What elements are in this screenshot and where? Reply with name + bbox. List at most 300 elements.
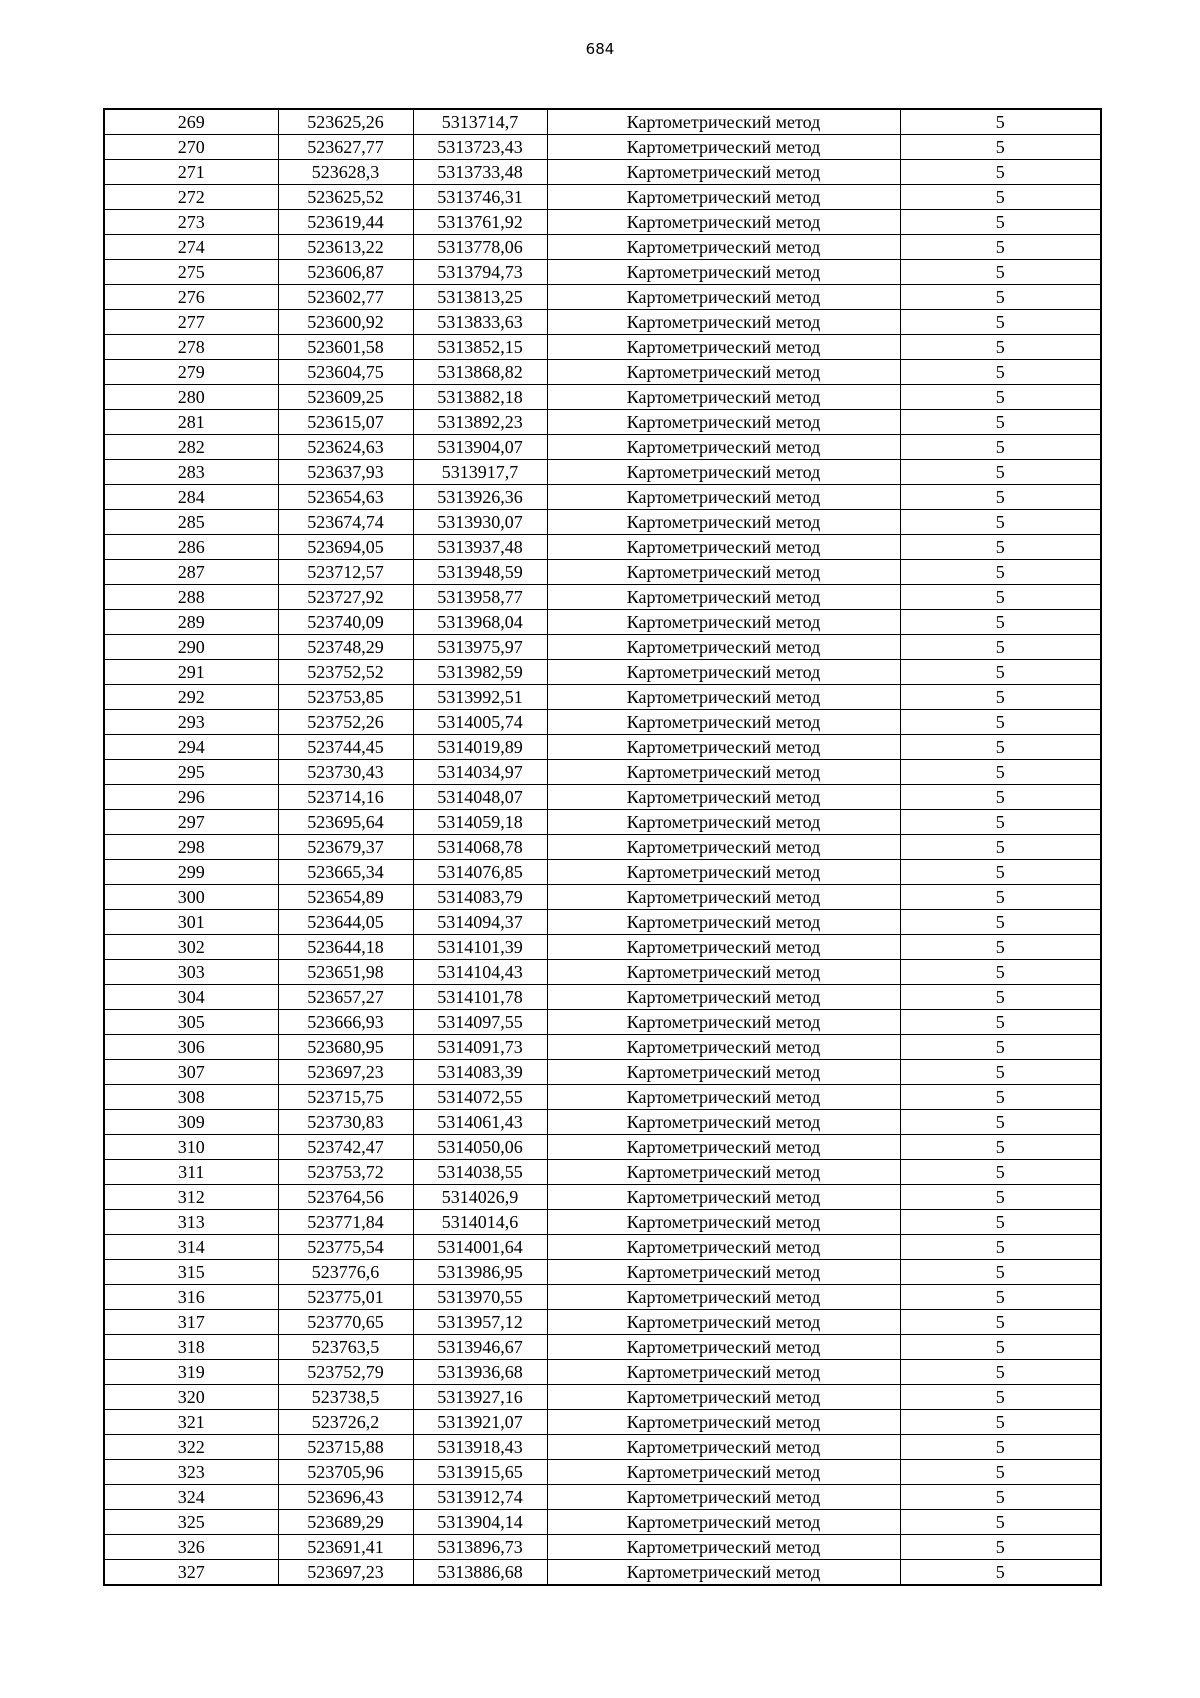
method-cell: Картометрический метод [547,985,900,1010]
method-cell: Картометрический метод [547,1410,900,1435]
accuracy-cell: 5 [900,1560,1101,1586]
table-row [104,1360,1101,1385]
y-coordinate-cell: 5313761,92 [413,210,547,235]
point-number-cell: 269 [104,109,278,135]
x-coordinate-cell: 523679,37 [278,835,413,860]
y-coordinate-cell: 5313958,77 [413,585,547,610]
x-coordinate-cell: 523763,5 [278,1335,413,1360]
x-coordinate-cell: 523674,74 [278,510,413,535]
table-row [104,410,1101,435]
y-coordinate-cell: 5313936,68 [413,1360,547,1385]
table-row [104,685,1101,710]
y-coordinate-cell: 5313904,07 [413,435,547,460]
table-row [104,335,1101,360]
y-coordinate-cell: 5313992,51 [413,685,547,710]
y-coordinate-cell: 5314005,74 [413,710,547,735]
method-cell: Картометрический метод [547,435,900,460]
accuracy-cell: 5 [900,610,1101,635]
method-cell: Картометрический метод [547,1010,900,1035]
method-cell: Картометрический метод [547,1260,900,1285]
table-row [104,1435,1101,1460]
point-number-cell: 301 [104,910,278,935]
accuracy-cell: 5 [900,1260,1101,1285]
x-coordinate-cell: 523689,29 [278,1510,413,1535]
table-row [104,760,1101,785]
point-number-cell: 320 [104,1385,278,1410]
point-number-cell: 310 [104,1135,278,1160]
y-coordinate-cell: 5313957,12 [413,1310,547,1335]
accuracy-cell: 5 [900,1285,1101,1310]
method-cell: Картометрический метод [547,335,900,360]
y-coordinate-cell: 5313968,04 [413,610,547,635]
y-coordinate-cell: 5314076,85 [413,860,547,885]
x-coordinate-cell: 523770,65 [278,1310,413,1335]
point-number-cell: 288 [104,585,278,610]
method-cell: Картометрический метод [547,635,900,660]
method-cell: Картометрический метод [547,785,900,810]
y-coordinate-cell: 5313918,43 [413,1435,547,1460]
point-number-cell: 294 [104,735,278,760]
table-row [104,135,1101,160]
x-coordinate-cell: 523696,43 [278,1485,413,1510]
point-number-cell: 275 [104,260,278,285]
table-row [104,285,1101,310]
y-coordinate-cell: 5313912,74 [413,1485,547,1510]
accuracy-cell: 5 [900,260,1101,285]
x-coordinate-cell: 523613,22 [278,235,413,260]
accuracy-cell: 5 [900,235,1101,260]
accuracy-cell: 5 [900,1360,1101,1385]
x-coordinate-cell: 523654,89 [278,885,413,910]
y-coordinate-cell: 5314048,07 [413,785,547,810]
accuracy-cell: 5 [900,510,1101,535]
accuracy-cell: 5 [900,835,1101,860]
method-cell: Картометрический метод [547,1510,900,1535]
x-coordinate-cell: 523619,44 [278,210,413,235]
x-coordinate-cell: 523600,92 [278,310,413,335]
point-number-cell: 277 [104,310,278,335]
point-number-cell: 273 [104,210,278,235]
method-cell: Картометрический метод [547,1385,900,1410]
accuracy-cell: 5 [900,335,1101,360]
y-coordinate-cell: 5314014,6 [413,1210,547,1235]
table-row [104,610,1101,635]
y-coordinate-cell: 5314101,78 [413,985,547,1010]
table-row [104,885,1101,910]
accuracy-cell: 5 [900,210,1101,235]
table-row [104,1210,1101,1235]
accuracy-cell: 5 [900,1010,1101,1035]
table-row [104,460,1101,485]
table-row [104,910,1101,935]
point-number-cell: 281 [104,410,278,435]
point-number-cell: 308 [104,1085,278,1110]
table-row [104,710,1101,735]
method-cell: Картометрический метод [547,885,900,910]
y-coordinate-cell: 5314104,43 [413,960,547,985]
method-cell: Картометрический метод [547,1210,900,1235]
point-number-cell: 319 [104,1360,278,1385]
method-cell: Картометрический метод [547,685,900,710]
table-row [104,385,1101,410]
table-row [104,1160,1101,1185]
point-number-cell: 314 [104,1235,278,1260]
y-coordinate-cell: 5314050,06 [413,1135,547,1160]
accuracy-cell: 5 [900,1060,1101,1085]
y-coordinate-cell: 5313886,68 [413,1560,547,1586]
x-coordinate-cell: 523753,72 [278,1160,413,1185]
coordinates-table [103,108,1102,1586]
x-coordinate-cell: 523625,52 [278,185,413,210]
x-coordinate-cell: 523714,16 [278,785,413,810]
point-number-cell: 321 [104,1410,278,1435]
x-coordinate-cell: 523715,88 [278,1435,413,1460]
y-coordinate-cell: 5314026,9 [413,1185,547,1210]
x-coordinate-cell: 523752,52 [278,660,413,685]
y-coordinate-cell: 5314094,37 [413,910,547,935]
point-number-cell: 279 [104,360,278,385]
method-cell: Картометрический метод [547,210,900,235]
table-row [104,635,1101,660]
method-cell: Картометрический метод [547,1435,900,1460]
y-coordinate-cell: 5313723,43 [413,135,547,160]
accuracy-cell: 5 [900,1110,1101,1135]
point-number-cell: 318 [104,1335,278,1360]
accuracy-cell: 5 [900,910,1101,935]
table-row [104,1460,1101,1485]
x-coordinate-cell: 523666,93 [278,1010,413,1035]
method-cell: Картометрический метод [547,585,900,610]
accuracy-cell: 5 [900,760,1101,785]
point-number-cell: 316 [104,1285,278,1310]
accuracy-cell: 5 [900,1385,1101,1410]
accuracy-cell: 5 [900,360,1101,385]
x-coordinate-cell: 523740,09 [278,610,413,635]
accuracy-cell: 5 [900,1160,1101,1185]
table-row [104,560,1101,585]
point-number-cell: 295 [104,760,278,785]
table-row [104,510,1101,535]
x-coordinate-cell: 523644,18 [278,935,413,960]
point-number-cell: 276 [104,285,278,310]
accuracy-cell: 5 [900,1485,1101,1510]
y-coordinate-cell: 5313746,31 [413,185,547,210]
y-coordinate-cell: 5313982,59 [413,660,547,685]
accuracy-cell: 5 [900,1410,1101,1435]
point-number-cell: 289 [104,610,278,635]
table-row [104,935,1101,960]
method-cell: Картометрический метод [547,410,900,435]
x-coordinate-cell: 523628,3 [278,160,413,185]
y-coordinate-cell: 5314019,89 [413,735,547,760]
table-row [104,1310,1101,1335]
y-coordinate-cell: 5313733,48 [413,160,547,185]
x-coordinate-cell: 523764,56 [278,1185,413,1210]
y-coordinate-cell: 5314038,55 [413,1160,547,1185]
x-coordinate-cell: 523637,93 [278,460,413,485]
point-number-cell: 293 [104,710,278,735]
accuracy-cell: 5 [900,660,1101,685]
x-coordinate-cell: 523665,34 [278,860,413,885]
point-number-cell: 271 [104,160,278,185]
table-row [104,585,1101,610]
method-cell: Картометрический метод [547,1360,900,1385]
point-number-cell: 322 [104,1435,278,1460]
method-cell: Картометрический метод [547,1185,900,1210]
accuracy-cell: 5 [900,485,1101,510]
accuracy-cell: 5 [900,1185,1101,1210]
accuracy-cell: 5 [900,310,1101,335]
y-coordinate-cell: 5313813,25 [413,285,547,310]
table-row [104,1110,1101,1135]
method-cell: Картометрический метод [547,1460,900,1485]
accuracy-cell: 5 [900,1210,1101,1235]
method-cell: Картометрический метод [547,1335,900,1360]
x-coordinate-cell: 523744,45 [278,735,413,760]
point-number-cell: 309 [104,1110,278,1135]
x-coordinate-cell: 523657,27 [278,985,413,1010]
point-number-cell: 312 [104,1185,278,1210]
table-row [104,860,1101,885]
method-cell: Картометрический метод [547,185,900,210]
method-cell: Картометрический метод [547,835,900,860]
x-coordinate-cell: 523602,77 [278,285,413,310]
page-number: 684 [585,40,615,58]
y-coordinate-cell: 5313852,15 [413,335,547,360]
x-coordinate-cell: 523738,5 [278,1385,413,1410]
point-number-cell: 325 [104,1510,278,1535]
method-cell: Картометрический метод [547,1110,900,1135]
table-row [104,1260,1101,1285]
table-row [104,360,1101,385]
table-row [104,1510,1101,1535]
y-coordinate-cell: 5313794,73 [413,260,547,285]
x-coordinate-cell: 523697,23 [278,1060,413,1085]
table-row [104,1560,1101,1586]
accuracy-cell: 5 [900,810,1101,835]
point-number-cell: 272 [104,185,278,210]
accuracy-cell: 5 [900,109,1101,135]
y-coordinate-cell: 5314001,64 [413,1235,547,1260]
method-cell: Картометрический метод [547,385,900,410]
accuracy-cell: 5 [900,635,1101,660]
point-number-cell: 323 [104,1460,278,1485]
method-cell: Картометрический метод [547,310,900,335]
method-cell: Картометрический метод [547,1035,900,1060]
x-coordinate-cell: 523691,41 [278,1535,413,1560]
x-coordinate-cell: 523742,47 [278,1135,413,1160]
x-coordinate-cell: 523753,85 [278,685,413,710]
y-coordinate-cell: 5313904,14 [413,1510,547,1535]
y-coordinate-cell: 5313896,73 [413,1535,547,1560]
point-number-cell: 303 [104,960,278,985]
x-coordinate-cell: 523695,64 [278,810,413,835]
table-row [104,1035,1101,1060]
method-cell: Картометрический метод [547,760,900,785]
table-row [104,1185,1101,1210]
accuracy-cell: 5 [900,535,1101,560]
method-cell: Картометрический метод [547,1310,900,1335]
y-coordinate-cell: 5313948,59 [413,560,547,585]
accuracy-cell: 5 [900,1460,1101,1485]
table-row [104,1485,1101,1510]
accuracy-cell: 5 [900,1535,1101,1560]
point-number-cell: 326 [104,1535,278,1560]
point-number-cell: 297 [104,810,278,835]
y-coordinate-cell: 5313714,7 [413,109,547,135]
method-cell: Картометрический метод [547,710,900,735]
y-coordinate-cell: 5313975,97 [413,635,547,660]
accuracy-cell: 5 [900,460,1101,485]
table-row [104,1085,1101,1110]
accuracy-cell: 5 [900,435,1101,460]
y-coordinate-cell: 5314061,43 [413,1110,547,1135]
x-coordinate-cell: 523680,95 [278,1035,413,1060]
x-coordinate-cell: 523748,29 [278,635,413,660]
method-cell: Картометрический метод [547,1060,900,1085]
y-coordinate-cell: 5314083,39 [413,1060,547,1085]
accuracy-cell: 5 [900,385,1101,410]
table-row [104,185,1101,210]
table-row [104,835,1101,860]
accuracy-cell: 5 [900,135,1101,160]
point-number-cell: 302 [104,935,278,960]
method-cell: Картометрический метод [547,1285,900,1310]
x-coordinate-cell: 523752,79 [278,1360,413,1385]
method-cell: Картометрический метод [547,860,900,885]
x-coordinate-cell: 523644,05 [278,910,413,935]
y-coordinate-cell: 5314059,18 [413,810,547,835]
y-coordinate-cell: 5313868,82 [413,360,547,385]
table-row [104,1535,1101,1560]
method-cell: Картометрический метод [547,260,900,285]
point-number-cell: 270 [104,135,278,160]
accuracy-cell: 5 [900,1085,1101,1110]
point-number-cell: 298 [104,835,278,860]
point-number-cell: 300 [104,885,278,910]
point-number-cell: 278 [104,335,278,360]
table-row [104,985,1101,1010]
accuracy-cell: 5 [900,185,1101,210]
method-cell: Картометрический метод [547,1485,900,1510]
x-coordinate-cell: 523726,2 [278,1410,413,1435]
table-row [104,1060,1101,1085]
x-coordinate-cell: 523604,75 [278,360,413,385]
point-number-cell: 317 [104,1310,278,1335]
point-number-cell: 286 [104,535,278,560]
point-number-cell: 324 [104,1485,278,1510]
accuracy-cell: 5 [900,410,1101,435]
accuracy-cell: 5 [900,1435,1101,1460]
table-row [104,1235,1101,1260]
method-cell: Картометрический метод [547,910,900,935]
method-cell: Картометрический метод [547,1535,900,1560]
x-coordinate-cell: 523654,63 [278,485,413,510]
y-coordinate-cell: 5313833,63 [413,310,547,335]
point-number-cell: 285 [104,510,278,535]
y-coordinate-cell: 5313882,18 [413,385,547,410]
table-row [104,435,1101,460]
table-row [104,785,1101,810]
point-number-cell: 306 [104,1035,278,1060]
accuracy-cell: 5 [900,685,1101,710]
method-cell: Картометрический метод [547,660,900,685]
table-row [104,1010,1101,1035]
accuracy-cell: 5 [900,285,1101,310]
accuracy-cell: 5 [900,585,1101,610]
table-row [104,1135,1101,1160]
table-row [104,1385,1101,1410]
x-coordinate-cell: 523752,26 [278,710,413,735]
x-coordinate-cell: 523775,01 [278,1285,413,1310]
method-cell: Картометрический метод [547,1560,900,1586]
y-coordinate-cell: 5313778,06 [413,235,547,260]
table-row [104,1335,1101,1360]
coordinates-table-body [104,109,1101,1585]
x-coordinate-cell: 523775,54 [278,1235,413,1260]
y-coordinate-cell: 5313986,95 [413,1260,547,1285]
table-row [104,535,1101,560]
table-row [104,260,1101,285]
method-cell: Картометрический метод [547,485,900,510]
y-coordinate-cell: 5314097,55 [413,1010,547,1035]
table-row [104,109,1101,135]
method-cell: Картометрический метод [547,810,900,835]
accuracy-cell: 5 [900,1510,1101,1535]
method-cell: Картометрический метод [547,285,900,310]
x-coordinate-cell: 523615,07 [278,410,413,435]
table-row [104,660,1101,685]
y-coordinate-cell: 5313917,7 [413,460,547,485]
accuracy-cell: 5 [900,160,1101,185]
point-number-cell: 283 [104,460,278,485]
y-coordinate-cell: 5313970,55 [413,1285,547,1310]
y-coordinate-cell: 5314072,55 [413,1085,547,1110]
y-coordinate-cell: 5313892,23 [413,410,547,435]
table-row [104,1285,1101,1310]
point-number-cell: 287 [104,560,278,585]
method-cell: Картометрический метод [547,1135,900,1160]
accuracy-cell: 5 [900,860,1101,885]
table-row [104,210,1101,235]
x-coordinate-cell: 523730,83 [278,1110,413,1135]
table-row [104,735,1101,760]
x-coordinate-cell: 523609,25 [278,385,413,410]
accuracy-cell: 5 [900,735,1101,760]
point-number-cell: 327 [104,1560,278,1586]
x-coordinate-cell: 523651,98 [278,960,413,985]
method-cell: Картометрический метод [547,510,900,535]
y-coordinate-cell: 5313915,65 [413,1460,547,1485]
accuracy-cell: 5 [900,1035,1101,1060]
x-coordinate-cell: 523606,87 [278,260,413,285]
point-number-cell: 280 [104,385,278,410]
method-cell: Картометрический метод [547,360,900,385]
method-cell: Картометрический метод [547,960,900,985]
point-number-cell: 296 [104,785,278,810]
x-coordinate-cell: 523697,23 [278,1560,413,1586]
point-number-cell: 305 [104,1010,278,1035]
point-number-cell: 304 [104,985,278,1010]
point-number-cell: 291 [104,660,278,685]
x-coordinate-cell: 523727,92 [278,585,413,610]
x-coordinate-cell: 523624,63 [278,435,413,460]
y-coordinate-cell: 5313921,07 [413,1410,547,1435]
method-cell: Картометрический метод [547,1160,900,1185]
accuracy-cell: 5 [900,1235,1101,1260]
point-number-cell: 290 [104,635,278,660]
method-cell: Картометрический метод [547,135,900,160]
